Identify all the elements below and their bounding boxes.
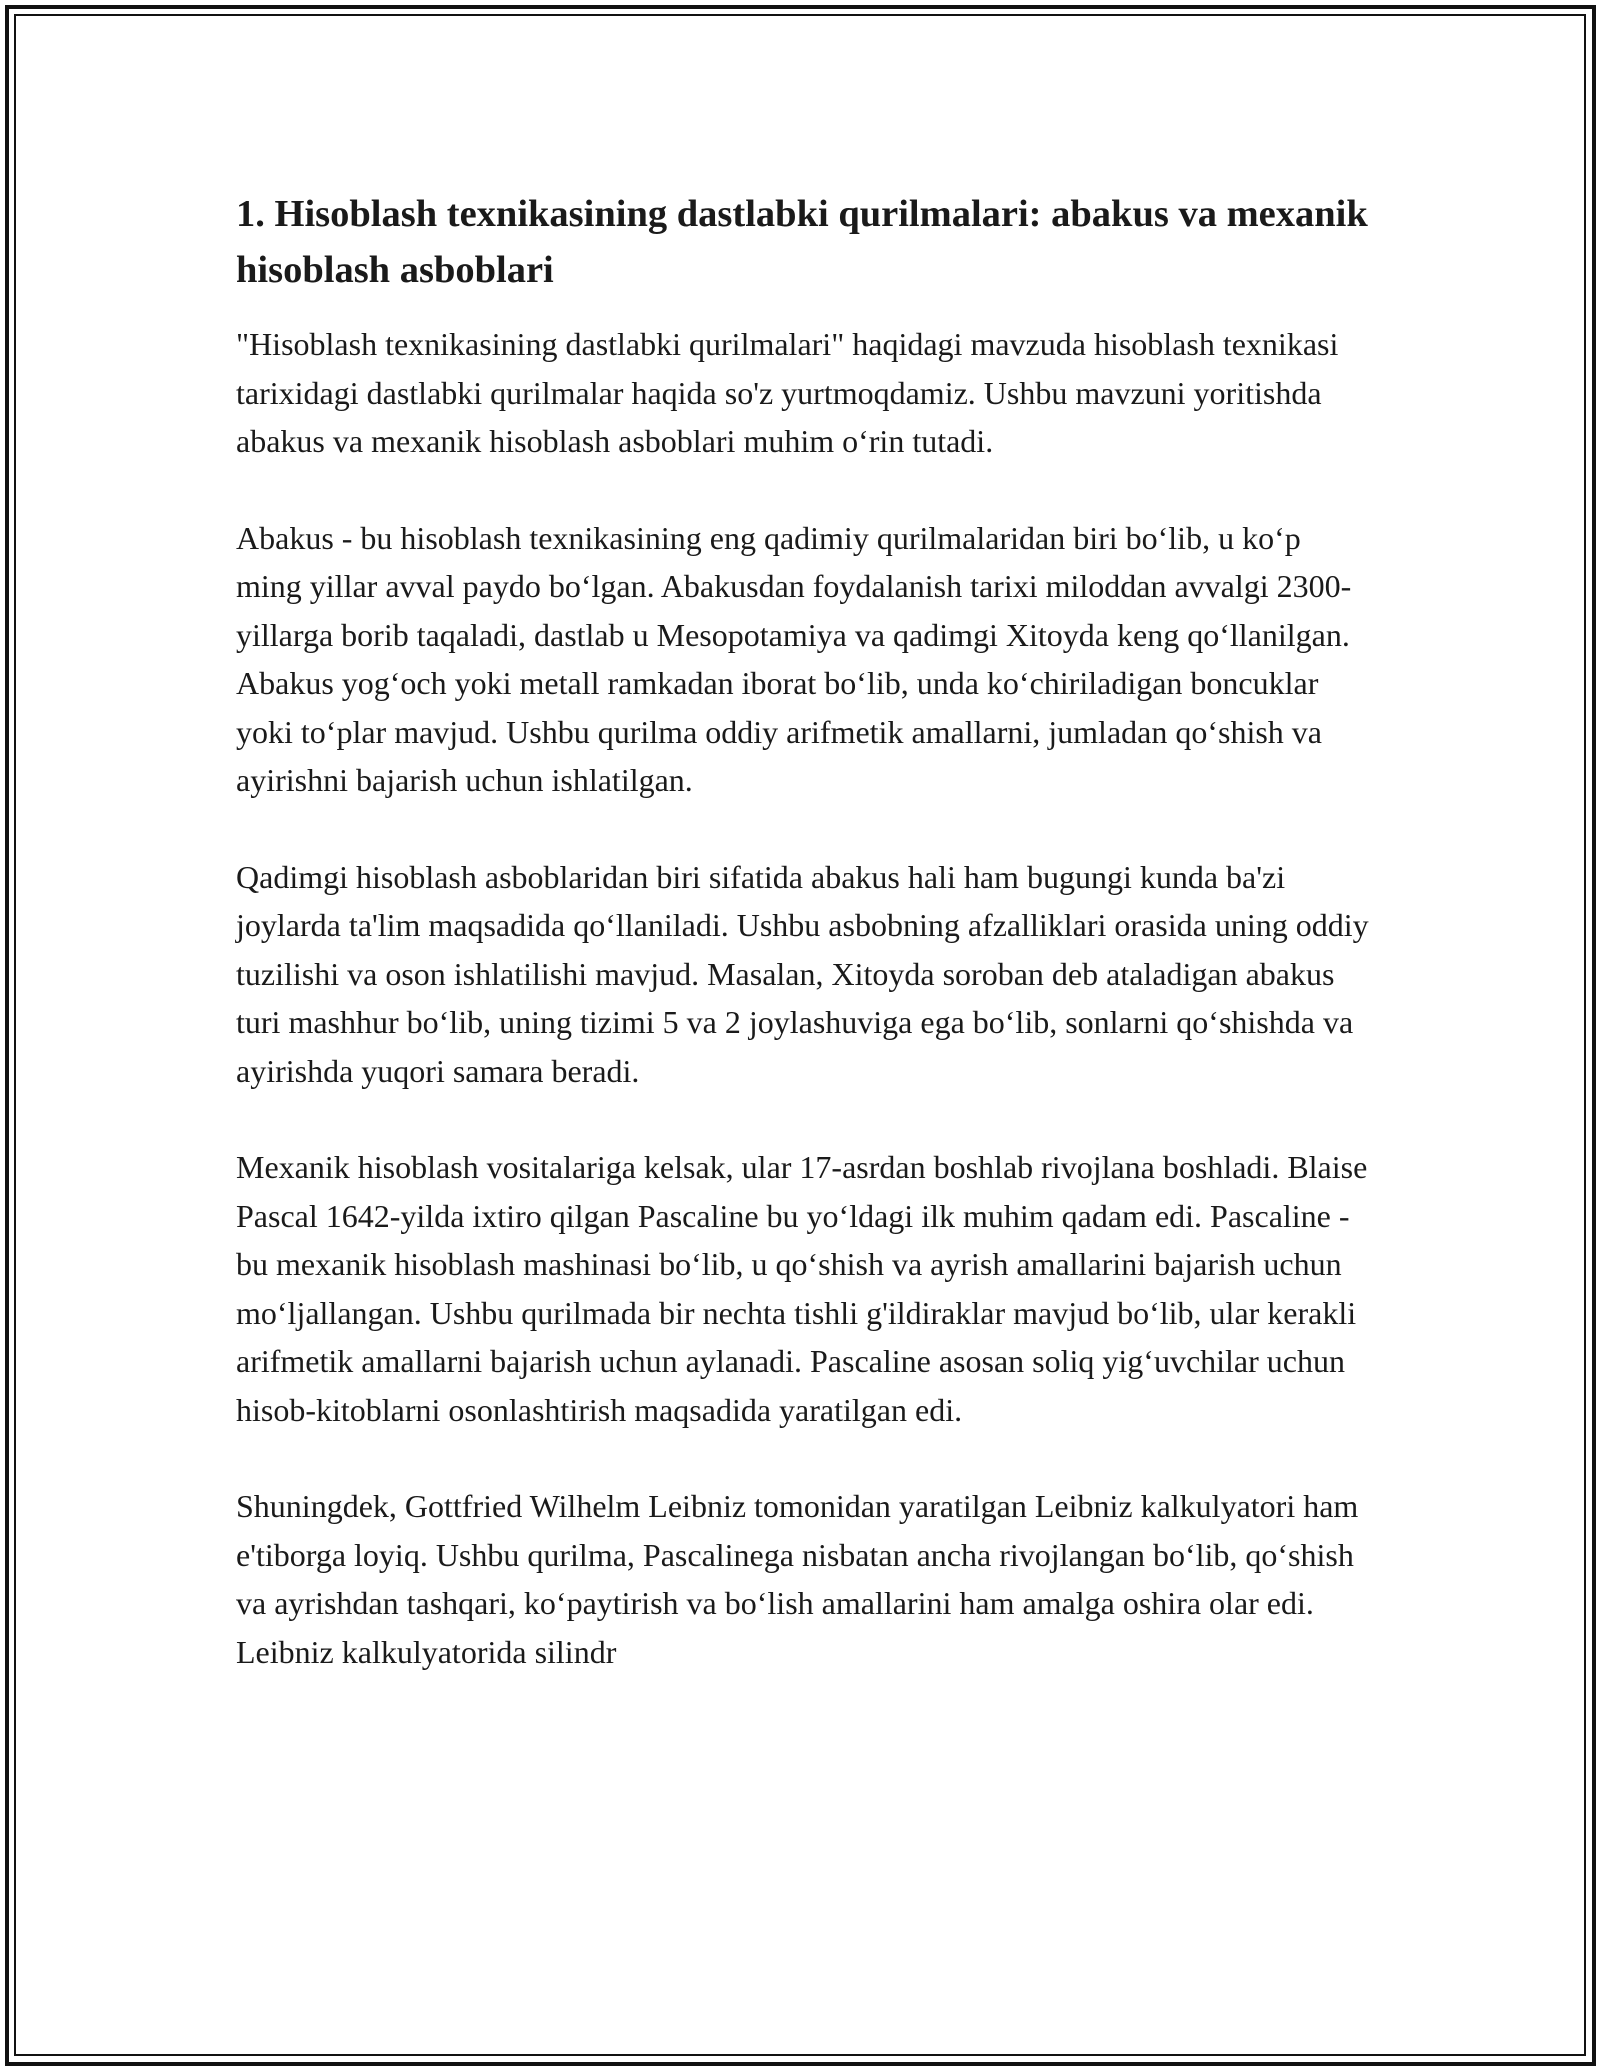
paragraph-pascaline: Mexanik hisoblash vositalariga kelsak, ular 17-asrdan boshlab rivojlana boshladi. Blaise Pascal 1642-yilda ixtiro qilgan Pascaline bu yoʻldagi ilk muhim qadam edi. Pascaline - bu mexanik hisoblash mashinasi boʻlib, u qoʻshish va ayrish amallarini bajarish uchun moʻljallangan. Ushbu qurilmada bir nechta tishli g'ildiraklar mavjud boʻlib, ular kerakli arifmetik amallarni bajarish uchun aylanadi. Pascaline asosan soliq yigʻuvchilar uchun hisob-kitoblarni osonlashtirish maqsadida yaratilgan edi. (236, 1149, 1368, 1428)
paragraph-leibniz: Shuningdek, Gottfried Wilhelm Leibniz tomonidan yaratilgan Leibniz kalkulyatori ham e'tiborga loyiq. Ushbu qurilma, Pascalinega nisbatan ancha rivojlangan boʻlib, qoʻshish va ayrishdan tashqari, koʻpaytirish va boʻlish amallarini ham amalga oshira olar edi. Leibniz kalkulyatorida silindr (236, 1488, 1359, 1670)
document-title: 1. Hisoblash texnikasining dastlabki qurilmalari: abakus va mexanik hisoblash asboblari (236, 193, 1368, 291)
paragraph-intro: "Hisoblash texnikasining dastlabki qurilmalari" haqidagi mavzuda hisoblash texnikasi tarixidagi dastlabki qurilmalar haqida so'z yurtmoqdamiz. Ushbu mavzuni yoritishda abakus va mexanik hisoblash asboblari muhim oʻrin tutadi. (236, 326, 1339, 459)
document-body (236, 186, 1370, 1724)
paragraph-abacus-history: Abakus - bu hisoblash texnikasining eng qadimiy qurilmalaridan biri boʻlib, u koʻp ming yillar avval paydo boʻlgan. Abakusdan foydalanish tarixi miloddan avvalgi 2300-yillarga borib taqaladi, dastlab u Mesopotamiya va qadimgi Xitoyda keng qoʻllanilgan. Abakus yogʻoch yoki metall ramkadan iborat boʻlib, unda koʻchiriladigan boncuklar yoki toʻplar mavjud. Ushbu qurilma oddiy arifmetik amallarni, jumladan qoʻshish va ayirishni bajarish uchun ishlatilgan. (236, 519, 1352, 798)
paragraph-abacus-today: Qadimgi hisoblash asboblaridan biri sifatida abakus hali ham bugungi kunda ba'zi joylarda ta'lim maqsadida qoʻllaniladi. Ushbu asbobning afzalliklari orasida uning oddiy tuzilishi va oson ishlatilishi mavjud. Masalan, Xitoyda soroban deb ataladigan abakus turi mashhur boʻlib, uning tizimi 5 va 2 joylashuviga ega boʻlib, sonlarni qoʻshishda va ayirishda yuqori samara beradi. (236, 858, 1369, 1089)
